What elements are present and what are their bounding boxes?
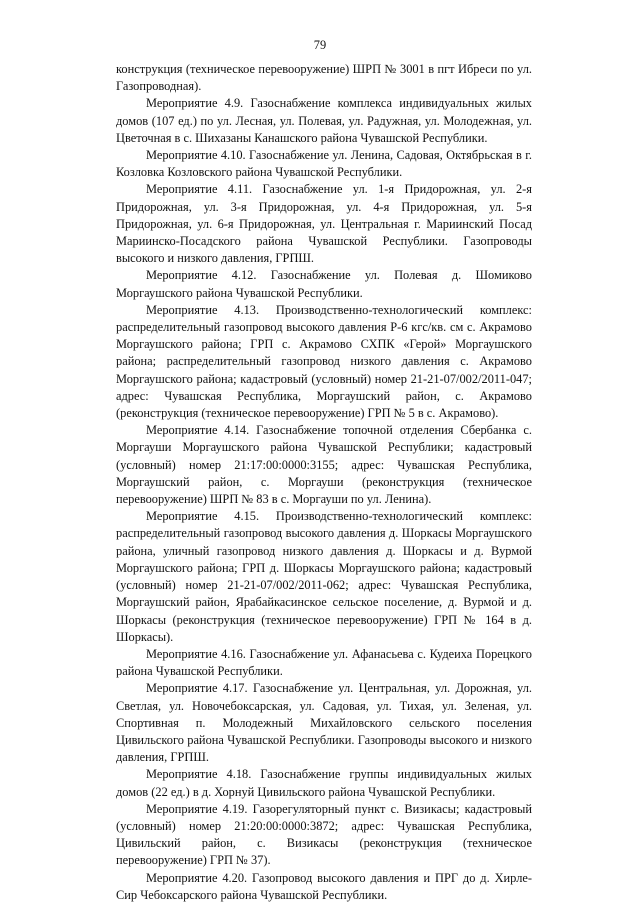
page-number: 79	[313, 38, 327, 52]
paragraph-measure-4-9: Мероприятие 4.9. Газоснабжение комплекса индивидуальных жилых домов (107 ед.) по ул. Лесная, ул. Полевая, ул. Радужная, ул. Молодежная, ул. Цветочная в с. Шихазаны Канашского района Чувашской Республики.	[116, 96, 532, 145]
paragraph-measure-4-17: Мероприятие 4.17. Газоснабжение ул. Центральная, ул. Дорожная, ул. Светлая, ул. Новочебоксарская, ул. Садовая, ул. Тихая, ул. Зеленая, ул. Спортивная п. Молодежный Михайловского сельского поселения Цивильского района Чувашской Республики. Газопроводы высокого и низкого давления, ГРПШ.	[116, 681, 532, 765]
paragraph-measure-4-11: Мероприятие 4.11. Газоснабжение ул. 1-я Придорожная, ул. 2-я Придорожная, ул. 3-я Придорожная, ул. 4-я Придорожная, ул. 5-я Придорожная, ул. 6-я Придорожная, ул. Центральная г. Мариинский Посад Мариинско-Посадского района Чувашской Республики. Газопроводы высокого и низкого давления, ГРПШ.	[116, 182, 532, 266]
paragraph-measure-4-14: Мероприятие 4.14. Газоснабжение топочной отделения Сбербанка с. Моргауши Моргаушского района Чувашской Республики; кадастровый (условный) номер 21:17:00:0000:3155; адрес: Чувашская Республика, Моргаушский район, с. Моргауши (реконструкция (техническое перевооружение) ШРП № 83 в с. Моргауши по ул. Ленина).	[116, 423, 532, 507]
paragraph-measure-4-20: Мероприятие 4.20. Газопровод высокого давления и ПРГ до д. Хирле-Сир Чебоксарского района Чувашской Республики.	[116, 870, 532, 902]
paragraph-measure-4-16: Мероприятие 4.16. Газоснабжение ул. Афанасьева с. Кудеиха Порецкого района Чувашской Республики.	[116, 646, 532, 679]
paragraph-measure-4-10: Мероприятие 4.10. Газоснабжение ул. Ленина, Садовая, Октябрьская в г. Козловка Козловского района Чувашской Республики.	[116, 148, 532, 180]
document-body	[116, 61, 532, 904]
paragraph-measure-4-15: Мероприятие 4.15. Производственно-технологический комплекс: распределительный газопровод высокого давления д. Шоркасы Моргаушского района, уличный газопровод низкого давления д. Шоркасы и д. Вурмой Моргаушского района; ГРП д. Шоркасы Моргаушского района; кадастровый (условный) номер 21-21-07/002/2011-062; адрес: Чувашская Республика, Моргаушский район, Ярабайкасинское сельское поселение, д. Вурмой и д. Шоркасы (реконструкция (техническое перевооружение) ГРП № 164 в д. Шоркасы).	[116, 509, 532, 644]
paragraph-continuation: конструкция (техническое перевооружение) ШРП № 3001 в пгт Ибреси по ул. Газопроводная).	[116, 62, 532, 94]
paragraph-measure-4-18: Мероприятие 4.18. Газоснабжение группы индивидуальных жилых домов (22 ед.) в д. Хорнуй Цивильского района Чувашской Республики.	[116, 767, 532, 799]
paragraph-measure-4-12: Мероприятие 4.12. Газоснабжение ул. Полевая д. Шомиково Моргаушского района Чувашской Республики.	[116, 268, 532, 300]
paragraph-measure-4-19: Мероприятие 4.19. Газорегуляторный пункт с. Визикасы; кадастровый (условный) номер 21:20:00:0000:3872; адрес: Чувашская Республика, Цивильский район, с. Визикасы (реконструкция (техническое перевооружение) ГРП № 37).	[116, 801, 532, 868]
paragraph-measure-4-13: Мероприятие 4.13. Производственно-технологический комплекс: распределительный газопровод высокого давления Р-6 кгс/кв. см с. Акрамово Моргаушского района; ГРП с. Акрамово СХПК «Герой» Моргаушского района; распределительный газопровод низкого давления с. Акрамово Моргаушского района; кадастровый (условный) номер 21-21-07/002/2011-047; адрес: Чувашская Республика, Моргаушский район, с. Акрамово (реконструкция (техническое перевооружение) ГРП № 5 в с. Акрамово).	[116, 302, 532, 421]
